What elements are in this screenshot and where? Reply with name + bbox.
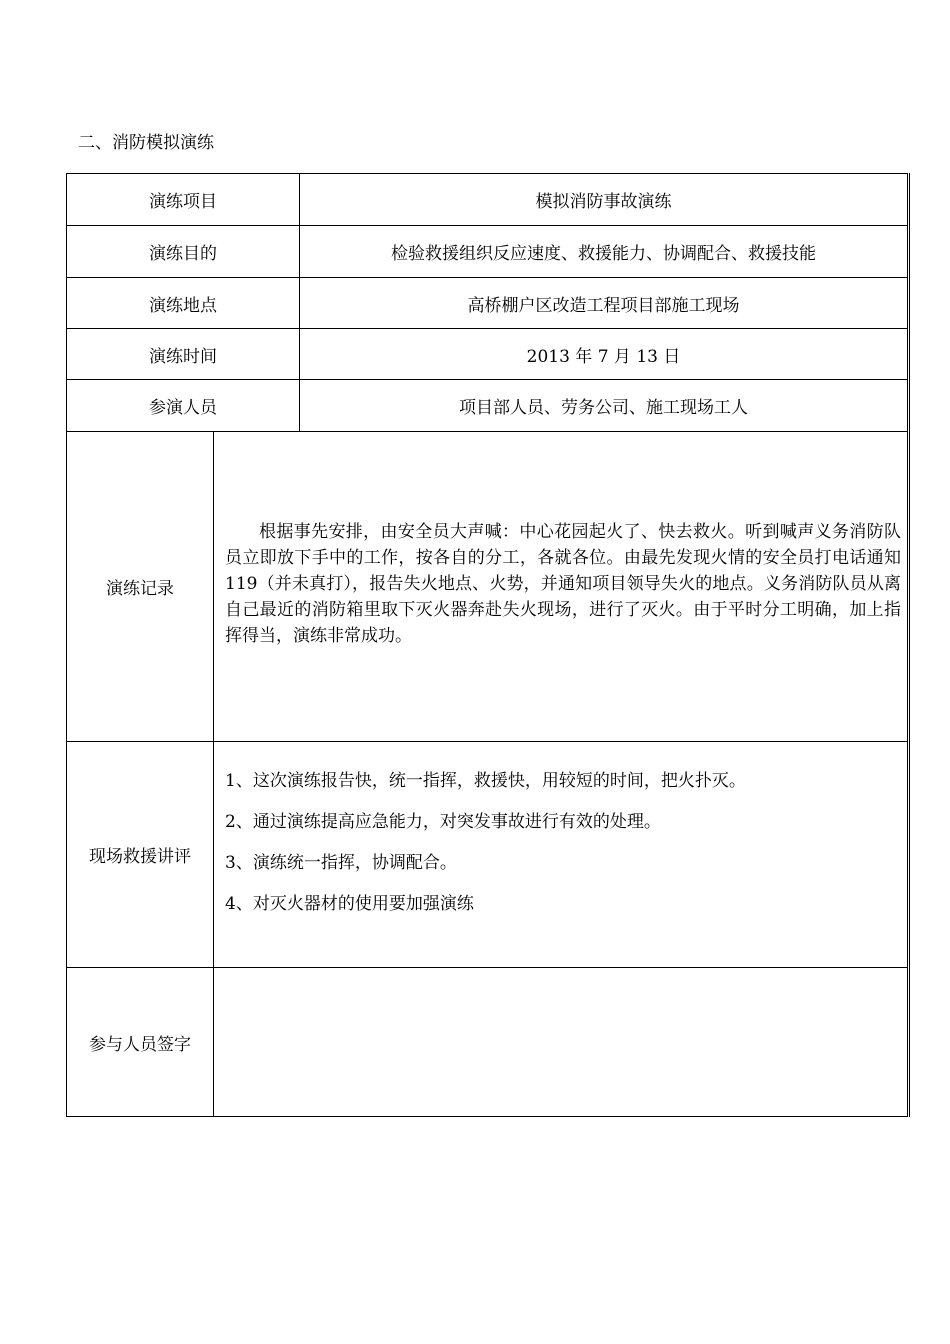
participants-label: 参演人员 <box>67 380 300 431</box>
signature-label: 参与人员签字 <box>67 968 214 1116</box>
table-row-participants <box>67 380 907 432</box>
review-list <box>225 768 901 932</box>
drill-record-text: 根据事先安排，由安全员大声喊：中心花园起火了、快去救火。听到喊声义务消防队员立即放下手中的工作，按各自的分工，各就各位。由最先发现火情的安全员打电话通知 119（并未真打），报告失火地点、火势，并通知项目领导失火的地点。义务消防队员从离自己最近的消防箱里取下灭火器奔赴失火现场，进行了灭火。由于平时分工明确，加上指挥得当，演练非常成功。 <box>225 522 901 646</box>
list-item: 4、对灭火器材的使用要加强演练 <box>225 894 474 914</box>
review-label: 现场救援讲评 <box>67 742 214 967</box>
list-item: 1、这次演练报告快，统一指挥，救援快，用较短的时间，把火扑灭。 <box>225 771 746 791</box>
drill-purpose-label: 演练目的 <box>67 226 300 277</box>
drill-item-value: 模拟消防事故演练 <box>535 192 672 212</box>
drill-time-label: 演练时间 <box>67 329 300 379</box>
table-row-drill-time <box>67 329 907 380</box>
drill-time-value: 2013 年 7 月 13 日 <box>526 346 681 367</box>
table-row-drill-location <box>67 278 907 329</box>
signature-field[interactable] <box>214 968 907 1116</box>
drill-purpose-value: 检验救援组织反应速度、救援能力、协调配合、救援技能 <box>391 244 816 264</box>
drill-location-label: 演练地点 <box>67 278 300 328</box>
table-row-drill-item <box>67 174 907 226</box>
participants-value: 项目部人员、劳务公司、施工现场工人 <box>459 398 748 418</box>
drill-item-label: 演练项目 <box>67 174 300 225</box>
table-row-review <box>67 742 907 968</box>
drill-location-value: 高桥棚户区改造工程项目部施工现场 <box>467 295 740 316</box>
list-item: 2、通过演练提高应急能力，对突发事故进行有效的处理。 <box>225 812 661 832</box>
table-row-signature <box>67 968 907 1116</box>
table-border-line <box>909 173 910 1117</box>
drill-table <box>66 173 908 1117</box>
section-title: 二、消防模拟演练 <box>78 133 214 153</box>
drill-record-label: 演练记录 <box>67 432 214 741</box>
list-item: 3、演练统一指挥，协调配合。 <box>225 853 457 873</box>
table-row-drill-purpose <box>67 226 907 278</box>
